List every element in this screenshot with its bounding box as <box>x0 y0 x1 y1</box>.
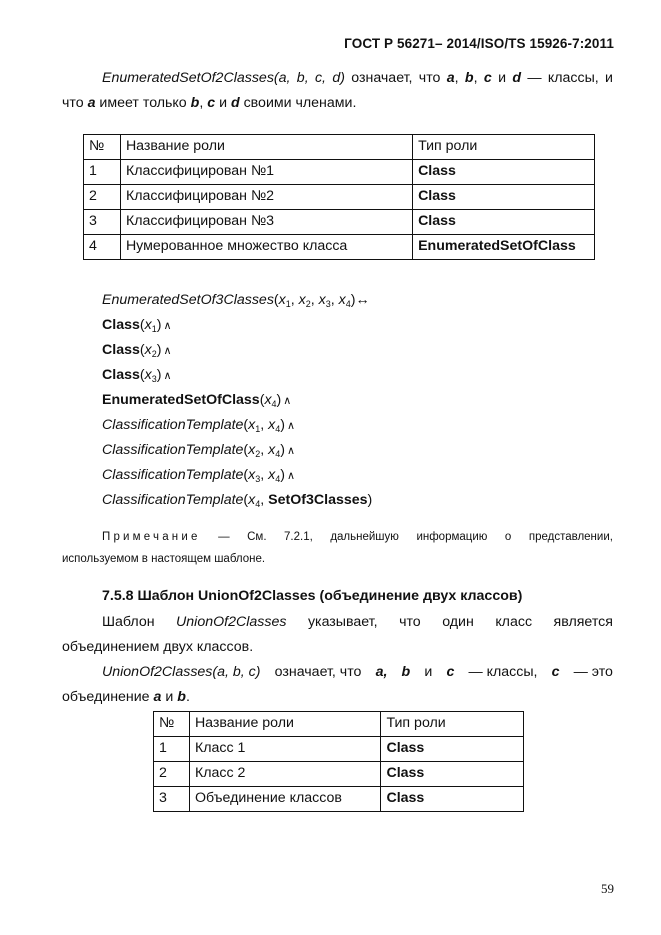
text-word: является <box>553 614 613 630</box>
note-block <box>62 526 613 570</box>
var-a: a, <box>375 664 388 680</box>
role-table-1 <box>83 134 595 260</box>
index: 1 <box>255 424 261 434</box>
intro-paragraph <box>62 66 613 116</box>
paren-close: ) <box>156 342 162 358</box>
text-union: объединение <box>62 689 150 705</box>
cell-number: 2 <box>84 185 121 210</box>
intro-line-1: EnumeratedSetOf2Classes(a, b, c, d) означает, что a, b, c и d — классы, и <box>102 70 613 86</box>
index: 4 <box>255 499 261 509</box>
text-classes: — классы, и <box>527 70 613 86</box>
class-term: Class <box>102 367 140 383</box>
paren-close: ) <box>276 392 282 408</box>
text-means: означает, что <box>351 70 441 86</box>
class-term: Class <box>102 317 140 333</box>
note-word: дальнейшую <box>330 531 399 543</box>
formula-line-class-1 <box>102 315 172 336</box>
cell-role-name: Классифицирован №2 <box>120 185 412 210</box>
var-a: a <box>446 70 455 86</box>
index: 1 <box>151 324 157 334</box>
and-operator: ∧ <box>287 445 296 457</box>
var-a: a <box>153 689 162 705</box>
note-word: 7.2.1, <box>284 531 313 543</box>
table-row <box>84 235 595 260</box>
header-number: № <box>84 135 121 160</box>
paren-open: ( <box>139 317 145 333</box>
var-b: b <box>401 664 411 680</box>
formula-line-template-1 <box>102 415 295 436</box>
index: 2 <box>151 349 157 359</box>
var-x: x <box>278 292 286 308</box>
var-x: x <box>268 467 276 483</box>
var-b: b <box>464 70 474 86</box>
and-operator: ∧ <box>163 320 172 332</box>
header-role-name: Название роли <box>120 135 412 160</box>
cell-role-type: Class <box>413 210 595 235</box>
comma: , <box>310 292 319 308</box>
comma: , <box>260 492 269 508</box>
text-classes: — классы, <box>468 664 538 680</box>
comma: , <box>260 417 269 433</box>
cell-role-type: Class <box>413 160 595 185</box>
index: 1 <box>285 299 291 309</box>
cell-number: 1 <box>154 737 190 762</box>
var-c: c <box>483 70 492 86</box>
index: 4 <box>271 399 277 409</box>
cell-number: 4 <box>84 235 121 260</box>
union-line-1 <box>62 610 613 635</box>
var-a: a <box>87 95 96 111</box>
paren-open: ( <box>243 442 249 458</box>
paren-close: ) <box>280 417 285 433</box>
index: 4 <box>275 474 281 484</box>
text-and: и <box>498 70 507 86</box>
cell-role-type: Class <box>413 185 595 210</box>
var-x: x <box>264 392 272 408</box>
set-of-3-classes-term: SetOf3Classes <box>268 492 368 508</box>
index: 4 <box>275 424 281 434</box>
table-row <box>154 787 524 812</box>
paren-open: ( <box>259 392 265 408</box>
cell-role-name: Класс 1 <box>189 737 381 762</box>
table-row <box>84 185 595 210</box>
header-number: № <box>154 712 190 737</box>
paren-close: ) <box>280 442 285 458</box>
text-word: Шаблон <box>102 614 155 630</box>
var-b: b <box>177 689 186 705</box>
template-term: ClassificationTemplate <box>102 442 244 458</box>
role-table-2 <box>153 711 524 812</box>
cell-role-type: Class <box>381 737 524 762</box>
and-operator: ∧ <box>287 470 296 482</box>
cell-role-name: Класс 2 <box>189 762 381 787</box>
page-number: 59 <box>601 881 614 896</box>
var-x: x <box>248 492 256 508</box>
var-x: x <box>248 467 256 483</box>
formula-line-class-3 <box>102 365 172 386</box>
and-operator: ∧ <box>287 420 296 432</box>
cell-role-name: Классифицирован №3 <box>120 210 412 235</box>
intro-line-2: что a имеет только b, c и d своими членами. <box>62 95 357 111</box>
text-means: означает, что <box>274 664 362 680</box>
note-word: представлении, <box>528 531 613 543</box>
term-union-def: UnionOf2Classes(a, b, c) <box>102 664 261 680</box>
table-row <box>154 737 524 762</box>
text-word: что <box>399 614 421 630</box>
var-x: x <box>298 292 306 308</box>
var-c: c <box>446 664 455 680</box>
paren-close: ) <box>156 317 162 333</box>
and-operator: ∧ <box>283 395 292 407</box>
index: 4 <box>345 299 351 309</box>
paren-close: ) <box>367 492 373 508</box>
comma: , <box>330 292 339 308</box>
cell-role-name: Объединение классов <box>189 787 381 812</box>
standard-header: ГОСТ Р 56271– 2014/ISO/TS 15926-7:2011 <box>344 36 614 51</box>
text-has-only: имеет только <box>99 95 187 111</box>
formula-line-enumerated <box>102 390 291 411</box>
var-c: c <box>207 95 216 111</box>
index: 3 <box>325 299 331 309</box>
paren-open: ( <box>273 292 279 308</box>
formula-line-template-2 <box>102 440 295 461</box>
var-d: d <box>512 70 522 86</box>
header-role-type: Тип роли <box>413 135 595 160</box>
text-own-members: своими членами. <box>243 95 357 111</box>
cell-role-name: Классифицирован №1 <box>120 160 412 185</box>
paren-open: ( <box>243 467 249 483</box>
paren-close: ) <box>350 292 356 308</box>
text-this: — это <box>573 664 613 680</box>
paren-close: ) <box>280 467 285 483</box>
var-x: x <box>144 367 152 383</box>
template-term: ClassificationTemplate <box>102 417 244 433</box>
union-line-4 <box>62 685 613 710</box>
union-line-3 <box>62 660 613 685</box>
template-term: ClassificationTemplate <box>102 492 244 508</box>
and-operator: ∧ <box>163 370 172 382</box>
note-line-2: используемом в настоящем шаблоне. <box>62 553 266 565</box>
class-term: Class <box>102 342 140 358</box>
var-x: x <box>268 442 276 458</box>
formula-line-class-2 <box>102 340 172 361</box>
text-and: и <box>424 664 433 680</box>
paren-open: ( <box>243 492 249 508</box>
var-x: x <box>248 442 256 458</box>
header-role-name: Название роли <box>189 712 381 737</box>
text-and: и <box>165 689 174 705</box>
section-title: 7.5.8 Шаблон UnionOf2Classes (объединение двух классов) <box>102 588 523 604</box>
note-word: о <box>504 531 512 543</box>
iff-symbol: ↔ <box>355 292 370 308</box>
index: 3 <box>255 474 261 484</box>
cell-number: 3 <box>84 210 121 235</box>
var-x: x <box>318 292 326 308</box>
text-word: один <box>442 614 474 630</box>
enumerated-set-term: EnumeratedSetOfClass <box>102 392 260 408</box>
var-x: x <box>338 292 346 308</box>
term-enumerated-set-of-2-classes: EnumeratedSetOf2Classes <box>102 70 274 86</box>
text-word: указывает, <box>307 614 378 630</box>
cell-number: 1 <box>84 160 121 185</box>
cell-role-type: Class <box>381 762 524 787</box>
formula-line-template-3 <box>102 465 295 486</box>
var-x: x <box>144 317 152 333</box>
var-d: d <box>230 95 240 111</box>
cell-role-type: Class <box>381 787 524 812</box>
cell-role-name: Нумерованное множество класса <box>120 235 412 260</box>
union-line-2: объединением двух классов. <box>62 639 254 655</box>
table-header-row <box>84 135 595 160</box>
note-word: информацию <box>416 531 488 543</box>
note-word: См. <box>247 531 267 543</box>
formula-head-term: EnumeratedSetOf3Classes <box>102 292 274 308</box>
index: 4 <box>275 449 281 459</box>
formula-line-template-4 <box>102 490 372 510</box>
union-paragraph <box>62 610 613 710</box>
table-row <box>84 160 595 185</box>
index: 2 <box>305 299 311 309</box>
var-c: c <box>551 664 560 680</box>
comma: , <box>260 467 269 483</box>
var-x: x <box>268 417 276 433</box>
formula-line-head <box>102 290 370 310</box>
table-header-row <box>154 712 524 737</box>
note-label: Примечание <box>102 531 201 543</box>
index: 3 <box>151 374 157 384</box>
cell-number: 3 <box>154 787 190 812</box>
cell-number: 2 <box>154 762 190 787</box>
var-x: x <box>144 342 152 358</box>
text-dot: . <box>185 689 190 705</box>
var-x: x <box>248 417 256 433</box>
note-dash: — <box>218 531 230 543</box>
cell-role-type: EnumeratedSetOfClass <box>413 235 595 260</box>
header-role-type: Тип роли <box>381 712 524 737</box>
table-row <box>154 762 524 787</box>
paren-close: ) <box>156 367 162 383</box>
var-b: b <box>190 95 200 111</box>
text-word: класс <box>495 614 533 630</box>
text-that: что <box>62 95 84 111</box>
term-union-of-2-classes: UnionOf2Classes <box>176 614 287 630</box>
text-and: и <box>219 95 227 111</box>
paren-open: ( <box>243 417 249 433</box>
table-row <box>84 210 595 235</box>
term-args: (a, b, c, d) <box>273 70 345 86</box>
template-term: ClassificationTemplate <box>102 467 244 483</box>
and-operator: ∧ <box>163 345 172 357</box>
comma: , <box>290 292 299 308</box>
paren-open: ( <box>139 367 145 383</box>
comma: , <box>260 442 269 458</box>
note-line-1 <box>62 526 613 548</box>
paren-open: ( <box>139 342 145 358</box>
index: 2 <box>255 449 261 459</box>
